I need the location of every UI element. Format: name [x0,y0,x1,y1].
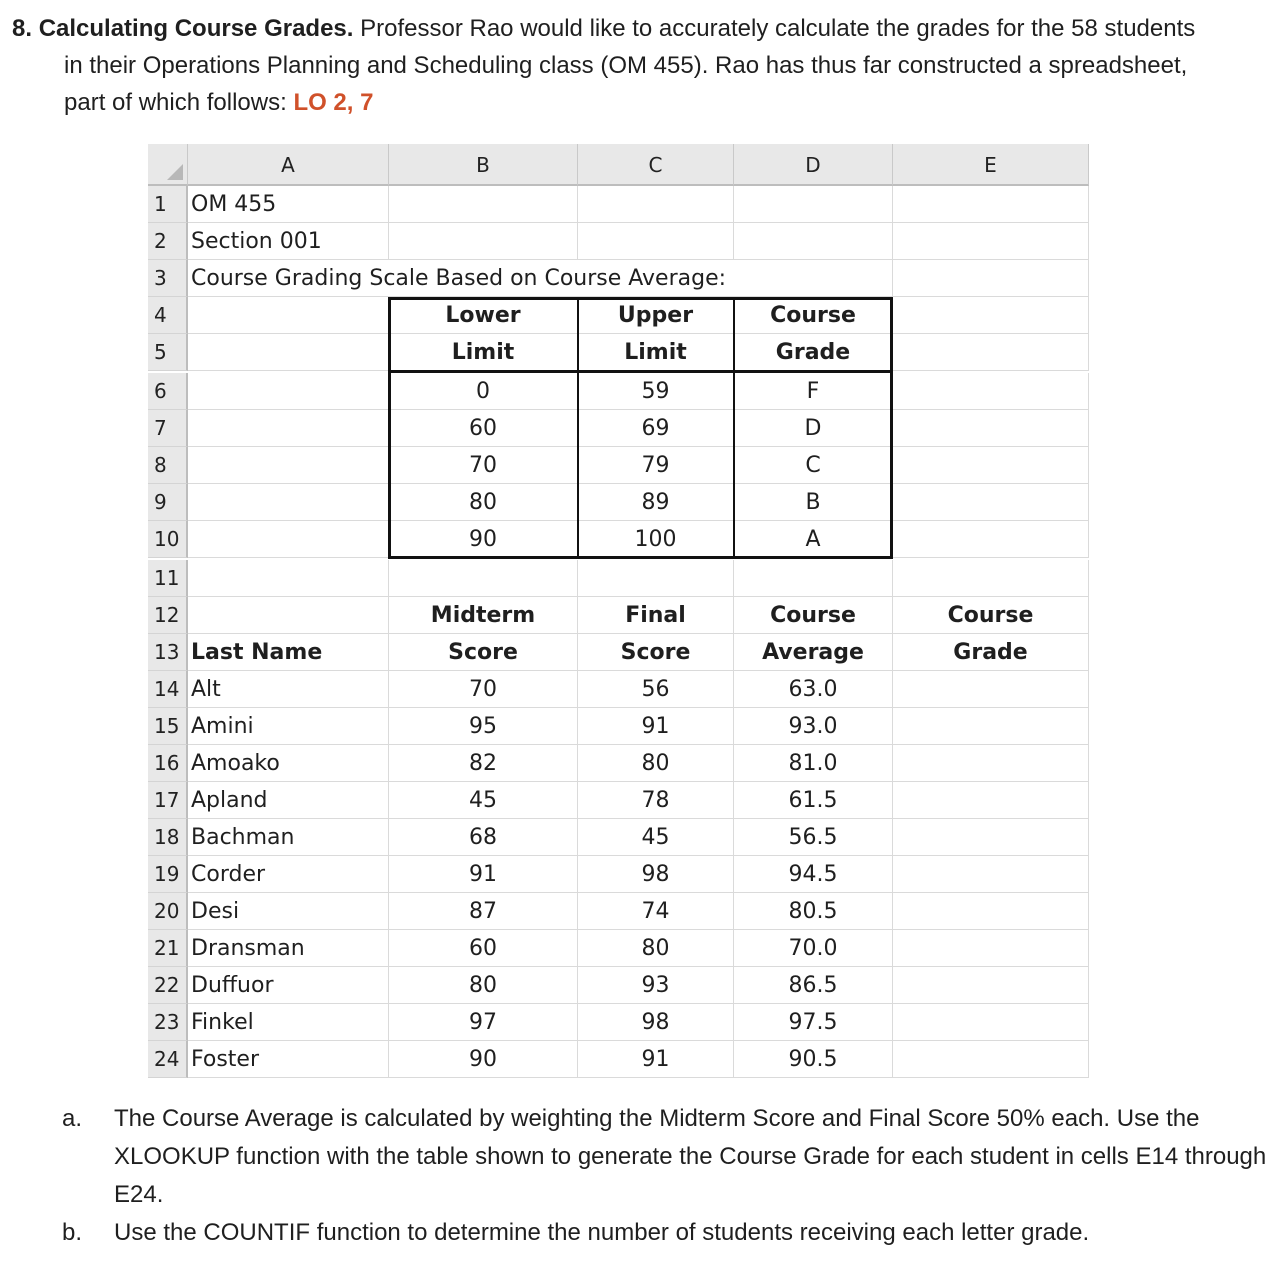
cell-final[interactable]: 80 [578,930,734,967]
row-header[interactable]: 23 [148,1004,188,1041]
student-row [148,856,1090,893]
cell-c4[interactable]: Upper [578,297,734,334]
row-header[interactable]: 3 [148,260,188,297]
cell-c1[interactable] [578,186,734,223]
cell-last-name[interactable]: Corder [188,856,389,893]
part-a [62,1100,1272,1214]
row-header[interactable]: 2 [148,223,188,260]
cell-b7[interactable]: 60 [389,410,578,447]
cell-grade[interactable] [893,1041,1089,1078]
student-row [148,745,1090,782]
cell-a9[interactable] [188,484,389,521]
cell-b10[interactable]: 90 [389,521,578,558]
cell-d5[interactable]: Grade [734,334,893,371]
student-row [148,930,1090,967]
cell-grade[interactable] [893,782,1089,819]
row-header[interactable]: 8 [148,447,188,484]
student-row [148,819,1090,856]
cell-e2[interactable] [893,223,1089,260]
problem-line-1: Professor Rao would like to accurately calculate the grades for the 58 students [360,15,1196,42]
cell-midterm[interactable]: 82 [389,745,578,782]
cell-grade[interactable] [893,671,1089,708]
cell-midterm[interactable]: 87 [389,893,578,930]
cell-a12[interactable] [188,597,389,634]
row-1 [148,186,1090,223]
student-row [148,782,1090,819]
row-9 [148,484,1090,521]
cell-a2[interactable]: Section 001 [188,223,389,260]
cell-last-name[interactable]: Amoako [188,745,389,782]
student-row [148,893,1090,930]
cell-a1[interactable]: OM 455 [188,186,389,223]
cell-final[interactable]: 80 [578,745,734,782]
cell-c13[interactable]: Score [578,634,734,671]
cell-average[interactable]: 93.0 [734,708,893,745]
cell-d7[interactable]: D [734,410,893,447]
cell-last-name[interactable]: Apland [188,782,389,819]
cell-grade[interactable] [893,745,1089,782]
cell-b5[interactable]: Limit [389,334,578,371]
cell-grade[interactable] [893,893,1089,930]
column-header-a[interactable]: A [188,144,389,186]
cell-d9[interactable]: B [734,484,893,521]
row-4 [148,297,1090,334]
column-header-e[interactable]: E [893,144,1089,186]
cell-c6[interactable]: 59 [578,373,734,410]
row-12 [148,597,1090,634]
row-header[interactable]: 13 [148,634,188,671]
row-header[interactable]: 10 [148,521,188,558]
cell-b1[interactable] [389,186,578,223]
cell-e9[interactable] [893,484,1089,521]
cell-e7[interactable] [893,410,1089,447]
cell-last-name[interactable]: Foster [188,1041,389,1078]
cell-b2[interactable] [389,223,578,260]
cell-final[interactable]: 91 [578,1041,734,1078]
cell-midterm[interactable]: 95 [389,708,578,745]
row-2 [148,223,1090,260]
cell-grade[interactable] [893,930,1089,967]
row-header[interactable]: 17 [148,782,188,819]
spreadsheet [148,144,1090,1076]
cell-last-name[interactable]: Finkel [188,1004,389,1041]
cell-average[interactable]: 56.5 [734,819,893,856]
cell-average[interactable]: 94.5 [734,856,893,893]
part-letter: b. [62,1219,83,1246]
cell-c11[interactable] [578,560,734,597]
cell-midterm[interactable]: 80 [389,967,578,1004]
cell-average[interactable]: 61.5 [734,782,893,819]
row-8 [148,447,1090,484]
cell-d2[interactable] [734,223,893,260]
part-letter: a. [62,1105,83,1132]
cell-final[interactable]: 56 [578,671,734,708]
problem-title: Calculating Course Grades. [38,15,354,42]
part-text: The Course Average is calculated by weighting the Midterm Score and Final Score 50% each. Use the XLOOKUP function with the table shown to generate the Course Grade for each student in cells E14 through E24. [114,1105,1267,1208]
student-row [148,1041,1090,1078]
student-row [148,967,1090,1004]
part-b [62,1214,1272,1252]
cell-a3[interactable]: Course Grading Scale Based on Course Average: [188,260,734,297]
cell-a5[interactable] [188,334,389,371]
row-10 [148,521,1090,558]
cell-e8[interactable] [893,447,1089,484]
cell-grade[interactable] [893,1004,1089,1041]
cell-a11[interactable] [188,560,389,597]
cell-c8[interactable]: 79 [578,447,734,484]
cell-c5[interactable]: Limit [578,334,734,371]
cell-d4[interactable]: Course [734,297,893,334]
problem-number: 8. [12,15,33,42]
row-header[interactable]: 7 [148,410,188,447]
row-header[interactable]: 6 [148,373,188,410]
cell-e10[interactable] [893,521,1089,558]
cell-d1[interactable] [734,186,893,223]
cell-c2[interactable] [578,223,734,260]
student-row [148,671,1090,708]
cell-last-name[interactable]: Amini [188,708,389,745]
cell-grade[interactable] [893,967,1089,1004]
column-header-d[interactable]: D [734,144,893,186]
cell-average[interactable]: 97.5 [734,1004,893,1041]
row-header[interactable]: 15 [148,708,188,745]
corner-triangle-icon [167,164,183,180]
row-11 [148,560,1090,597]
cell-final[interactable]: 91 [578,708,734,745]
cell-e6[interactable] [893,373,1089,410]
row-header[interactable]: 9 [148,484,188,521]
row-5 [148,334,1090,371]
cell-c9[interactable]: 89 [578,484,734,521]
row-header[interactable]: 4 [148,297,188,334]
cell-average[interactable]: 81.0 [734,745,893,782]
row-header[interactable]: 24 [148,1041,188,1078]
row-header[interactable]: 21 [148,930,188,967]
problem-line-3-wrap [12,84,1272,121]
cell-b4[interactable]: Lower [389,297,578,334]
row-header[interactable]: 11 [148,560,188,597]
grading-scale-divider [577,297,579,559]
row-header[interactable]: 18 [148,819,188,856]
cell-grade[interactable] [893,819,1089,856]
cell-average[interactable]: 90.5 [734,1041,893,1078]
cell-e11[interactable] [893,560,1089,597]
select-all-corner[interactable] [148,144,188,186]
row-header[interactable]: 20 [148,893,188,930]
cell-last-name[interactable]: Dransman [188,930,389,967]
column-header-b[interactable]: B [389,144,578,186]
row-header[interactable]: 16 [148,745,188,782]
cell-a7[interactable] [188,410,389,447]
row-7 [148,410,1090,447]
cell-midterm[interactable]: 68 [389,819,578,856]
cell-midterm[interactable]: 60 [389,930,578,967]
grading-scale-divider [733,297,735,559]
student-row [148,1004,1090,1041]
cell-last-name[interactable]: Duffuor [188,967,389,1004]
problem-parts [62,1100,1272,1252]
cell-grade[interactable] [893,856,1089,893]
problem-line-2: in their Operations Planning and Scheduling class (OM 455). Rao has thus far constructed a spreadsheet, [64,52,1188,79]
cell-average[interactable]: 70.0 [734,930,893,967]
cell-midterm[interactable]: 70 [389,671,578,708]
cell-final[interactable]: 98 [578,1004,734,1041]
cell-e1[interactable] [893,186,1089,223]
cell-a10[interactable] [188,521,389,558]
cell-b13[interactable]: Score [389,634,578,671]
cell-last-name[interactable]: Bachman [188,819,389,856]
cell-c7[interactable]: 69 [578,410,734,447]
cell-midterm[interactable]: 90 [389,1041,578,1078]
student-row [148,708,1090,745]
problem-statement [12,10,1272,121]
part-text: Use the COUNTIF function to determine the number of students receiving each letter grade. [114,1219,1090,1246]
cell-b12[interactable]: Midterm [389,597,578,634]
cell-e4[interactable] [893,297,1089,334]
cell-a6[interactable] [188,373,389,410]
row-header[interactable]: 12 [148,597,188,634]
row-3 [148,260,1090,297]
cell-d11[interactable] [734,560,893,597]
cell-e12[interactable]: Course [893,597,1089,634]
cell-d12[interactable]: Course [734,597,893,634]
cell-d8[interactable]: C [734,447,893,484]
cell-average[interactable]: 63.0 [734,671,893,708]
cell-a13[interactable]: Last Name [188,634,389,671]
cell-b6[interactable]: 0 [389,373,578,410]
row-header[interactable]: 5 [148,334,188,371]
cell-d13[interactable]: Average [734,634,893,671]
row-header[interactable]: 19 [148,856,188,893]
cell-d10[interactable]: A [734,521,893,558]
cell-e5[interactable] [893,334,1089,371]
cell-midterm[interactable]: 97 [389,1004,578,1041]
row-header[interactable]: 14 [148,671,188,708]
cell-grade[interactable] [893,708,1089,745]
cell-e3[interactable] [893,260,1089,297]
row-6 [148,373,1090,410]
cell-a8[interactable] [188,447,389,484]
problem-line-3: part of which follows: [64,89,287,116]
cell-average[interactable]: 86.5 [734,967,893,1004]
cell-midterm[interactable]: 45 [389,782,578,819]
cell-final[interactable]: 98 [578,856,734,893]
cell-e13[interactable]: Grade [893,634,1089,671]
cell-final[interactable]: 78 [578,782,734,819]
cell-d6[interactable]: F [734,373,893,410]
cell-last-name[interactable]: Desi [188,893,389,930]
cell-b9[interactable]: 80 [389,484,578,521]
cell-c12[interactable]: Final [578,597,734,634]
cell-final[interactable]: 93 [578,967,734,1004]
row-header[interactable]: 1 [148,186,188,223]
cell-average[interactable]: 80.5 [734,893,893,930]
row-13 [148,634,1090,671]
column-header-c[interactable]: C [578,144,734,186]
learning-objective: LO 2, 7 [293,89,374,116]
cell-a4[interactable] [188,297,389,334]
cell-final[interactable]: 45 [578,819,734,856]
cell-c10[interactable]: 100 [578,521,734,558]
row-header[interactable]: 22 [148,967,188,1004]
cell-b8[interactable]: 70 [389,447,578,484]
cell-midterm[interactable]: 91 [389,856,578,893]
grading-scale-header-rule [388,370,893,373]
cell-last-name[interactable]: Alt [188,671,389,708]
cell-final[interactable]: 74 [578,893,734,930]
cell-d3[interactable] [734,260,893,297]
cell-b11[interactable] [389,560,578,597]
